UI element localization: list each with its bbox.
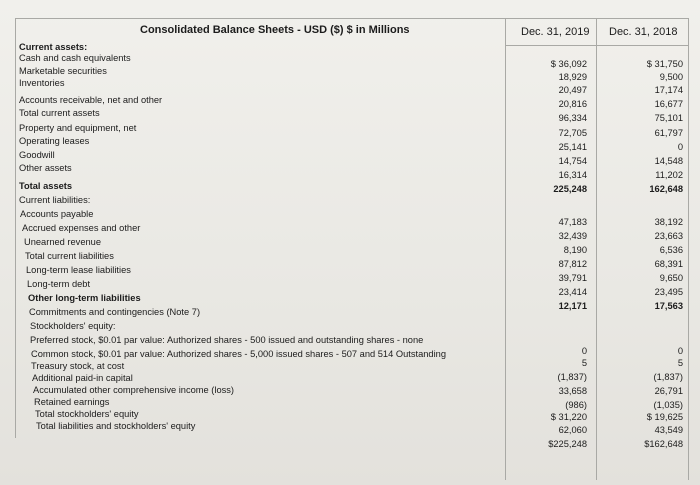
value-2018: 68,391 [654,259,683,269]
value-2018: 5 [677,358,683,368]
value-2018: 6,536 [659,245,683,255]
value-2019: 8,190 [563,245,587,255]
value-2019: 12,171 [558,301,587,311]
row-label-unearned-revenue: Unearned revenue [24,237,102,247]
row-label-operating-leases: Operating leases [19,136,90,146]
value-2019: $ 31,220 [550,412,587,422]
value-2019: (986) [565,400,587,410]
row-label-property-and-equipment-net: Property and equipment, net [19,123,137,133]
row-label-common-stock-0-01-par-value-authorized-s: Common stock, $0.01 par value: Authorized shares - 5,000 issued shares - 507 and 514 Outstanding [31,349,446,359]
column-header-2018: Dec. 31, 2018 [609,26,678,38]
value-2018: $ 31,750 [646,59,683,69]
value-2019: 32,439 [558,231,587,241]
value-2018: 0 [677,346,683,356]
value-2019: (1,837) [557,372,587,382]
row-label-accumulated-other-comprehensive-income-l: Accumulated other comprehensive income (loss) [33,385,235,395]
value-2018: 17,174 [654,85,683,95]
row-label-additional-paid-in-capital: Additional paid-in capital [32,373,133,383]
value-2018: 38,192 [654,217,683,227]
value-2019: 18,929 [558,72,587,82]
value-2019: 62,060 [558,425,587,435]
value-2019: 225,248 [553,184,587,194]
row-label-total-current-assets: Total current assets [19,108,100,118]
value-2018: 11,202 [655,170,683,180]
value-2019: 0 [581,346,587,356]
row-label-accrued-expenses-and-other: Accrued expenses and other [22,223,141,233]
value-2018: 26,791 [654,386,683,396]
row-label-accounts-payable: Accounts payable [20,209,94,219]
column-divider-1 [505,18,506,480]
row-label-inventories: Inventories [19,78,65,88]
value-2018: 162,648 [649,184,683,194]
value-2018: 23,663 [654,231,683,241]
row-label-other-long-term-liabilities: Other long-term liabilities [28,293,141,303]
header-underline [505,45,688,46]
row-label-other-assets: Other assets [19,163,72,173]
value-2018: 0 [677,142,683,152]
value-2019: 20,816 [558,99,587,109]
value-2018: 9,650 [659,273,683,283]
value-2019: 47,183 [558,217,587,227]
row-label-cash-and-cash-equivalents: Cash and cash equivalents [19,53,131,63]
value-2018: 43,549 [654,425,683,435]
value-2018: 23,495 [654,287,683,297]
row-label-total-liabilities-and-stockholders-equit: Total liabilities and stockholders' equity [36,421,196,431]
value-2019: 87,812 [558,259,587,269]
value-2018: 17,563 [654,301,683,311]
value-2019: 33,658 [558,386,587,396]
value-2019: 96,334 [558,113,587,123]
value-2018: (1,035) [653,400,683,410]
value-2019: $ 36,092 [550,59,587,69]
value-2018: $162,648 [644,439,683,449]
row-label-long-term-lease-liabilities: Long-term lease liabilities [26,265,131,275]
value-2018: 75,101 [654,113,683,123]
value-2018: 9,500 [659,72,683,82]
value-2019: 39,791 [558,273,587,283]
value-2019: $225,248 [548,439,587,449]
row-label-total-current-liabilities: Total current liabilities [25,251,114,261]
value-2018: 14,548 [654,156,683,166]
row-label-commitments-and-contingencies-note-7: Commitments and contingencies (Note 7) [29,307,201,317]
row-label-stockholders-equity: Stockholders' equity: [30,321,116,331]
row-label-retained-earnings: Retained earnings [34,397,110,407]
value-2018: $ 19,625 [646,412,683,422]
value-2018: (1,837) [653,372,683,382]
value-2018: 61,797 [654,128,683,138]
row-label-preferred-stock-0-01-par-value-authorize: Preferred stock, $0.01 par value: Authorized shares - 500 issued and outstanding shares - none [30,335,424,345]
value-2019: 5 [581,358,587,368]
right-border [688,18,689,480]
value-2019: 72,705 [558,128,587,138]
sheet-title: Consolidated Balance Sheets - USD ($) $ in Millions [140,24,410,36]
value-2019: 25,141 [558,142,587,152]
row-label-treasury-stock-at-cost: Treasury stock, at cost [31,361,125,371]
left-border [15,18,16,438]
row-label-marketable-securities: Marketable securities [19,66,107,76]
value-2019: 20,497 [558,85,587,95]
row-label-total-assets: Total assets [19,181,73,191]
value-2018: 16,677 [654,99,683,109]
value-2019: 16,314 [558,170,587,180]
row-label-current-assets: Current assets: [19,42,88,52]
column-header-2019: Dec. 31, 2019 [521,26,590,38]
row-label-long-term-debt: Long-term debt [27,279,91,289]
top-border [15,18,688,19]
column-divider-2 [596,18,597,480]
row-label-current-liabilities: Current liabilities: [19,195,91,205]
row-label-total-stockholders-equity: Total stockholders' equity [35,409,139,419]
value-2019: 23,414 [558,287,587,297]
row-label-goodwill: Goodwill [19,150,55,160]
value-2019: 14,754 [558,156,587,166]
row-label-accounts-receivable-net-and-other: Accounts receivable, net and other [19,95,163,105]
